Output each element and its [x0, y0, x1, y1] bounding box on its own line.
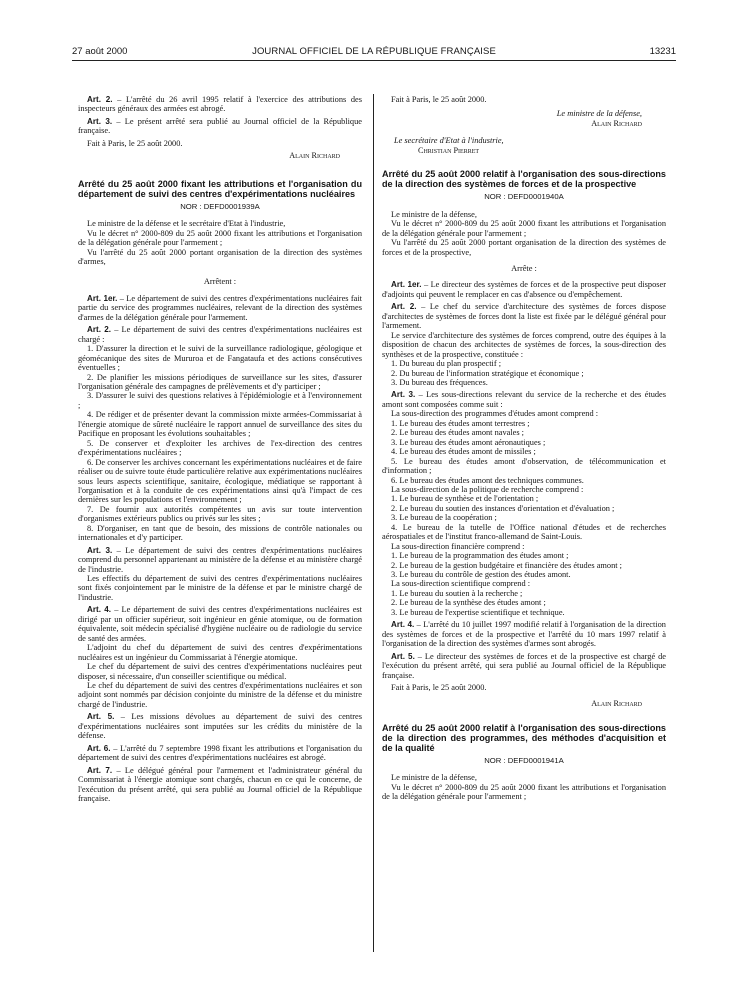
list-item: 3. Le bureau des études amont aéronautiques ; [391, 437, 546, 447]
fait-a-paris: Fait à Paris, le 25 août 2000. [391, 683, 487, 693]
right-column [382, 95, 666, 802]
page-header [72, 46, 676, 60]
signature: Alain Richard [289, 151, 340, 161]
list-item: 8. D'organiser, en tant que de besoin, des missions de contrôle nationales ou internationales et d'y participer. [78, 523, 362, 543]
list-item: 2. Du bureau de l'information stratégique et économique ; [391, 368, 584, 378]
decree-title: Arrêté du 25 août 2000 relatif à l'organisation des sous-directions de la direction des systèmes de forces et de la prospective [382, 169, 666, 190]
sub-direction-heading: La sous-direction financière comprend : [391, 541, 525, 551]
signature: Alain Richard [591, 699, 642, 709]
list-item: 3. Le bureau de l'expertise scientifique et technique. [391, 607, 565, 617]
list-item: 3. Du bureau des fréquences. [391, 377, 488, 387]
article: Art. 3. – Le présent arrêté sera publié au Journal officiel de la République française. [78, 116, 362, 136]
article: Art. 5. – Le directeur des systèmes de forces et de la prospective est chargé de l'exécution du présent arrêté, qui sera publié au Journal officiel de la République française. [382, 651, 666, 680]
list-item: 3. Le bureau du contrôle de gestion des études amont. [391, 570, 571, 580]
sub-direction-heading: La sous-direction de la politique de recherche comprend : [391, 484, 584, 494]
list-item: 4. Le bureau des études amont de missiles ; [391, 447, 536, 457]
paragraph: L'adjoint du chef du département de suivi des centres d'expérimentations nucléaires est un ingénieur du Commissariat à l'énergie atomique. [78, 643, 362, 662]
signatory-role: Le ministre de la défense, [556, 109, 642, 119]
signature: Alain Richard [591, 118, 642, 128]
decree-title: Arrêté du 25 août 2000 fixant les attributions et l'organisation du département de suivi des centres d'expérimentations nucléaires [78, 178, 362, 199]
list-item: 2. Le bureau de la gestion budgétaire et financière des études amont ; [391, 560, 622, 570]
arrete-heading: Arrête : [511, 263, 537, 273]
arretent-heading: Arrêtent : [203, 277, 237, 287]
list-item: 1. Du bureau du plan prospectif ; [391, 359, 502, 369]
list-item: 1. Le bureau de la programmation des études amont ; [391, 551, 569, 561]
journal-title: JOURNAL OFFICIEL DE LA RÉPUBLIQUE FRANÇAISE [252, 46, 496, 57]
article: Art. 4. – Le département de suivi des centres d'expérimentations nucléaires est dirigé par un officier supérieur, soit ingénieur en génie atomique, ou de formation équivalente, soit médecin spécialisé d'hygiène nucléaire ou de radiologie du service de santé des armées. [78, 605, 362, 643]
list-item: 1. D'assurer la direction et le suivi de la surveillance radiologique, géologique et géomécanique des sites de Mururoa et de Fangataufa et des actions consécutives éventuelles ; [78, 344, 362, 373]
list-item: 7. De fournir aux autorités compétentes un avis sur toute intervention d'organismes extérieurs publics ou privés sur les sites ; [78, 504, 362, 524]
signatory-role: Le secrétaire d'Etat à l'industrie, [394, 136, 504, 146]
nor-reference: NOR : DEFD0001940A [484, 192, 564, 202]
list-item: 2. De planifier les missions périodiques de surveillance sur les sites, d'assurer l'organisation générale des campagnes de prélèvements et d'y participer ; [78, 372, 362, 391]
page-number: 13231 [649, 46, 676, 57]
article: Art. 1er. – Le département de suivi des centres d'expérimentations nucléaires fait partie du service des programmes nucléaires, relevant de la direction des systèmes d'armes de la délégation générale pour l'armement. [78, 293, 362, 322]
preamble: Le ministre de la défense, [391, 209, 477, 219]
paragraph: Le chef du département de suivi des centres d'expérimentations nucléaires et son adjoint sont nommés par décision conjointe du ministre de la défense et du ministre chargé de l'industrie. [78, 681, 362, 709]
signature: Christian Pierret [418, 145, 480, 155]
preamble: Le ministre de la défense, [391, 773, 477, 783]
preamble: Vu l'arrêté du 25 août 2000 portant organisation de la direction des systèmes d'armes, [78, 247, 362, 266]
fait-a-paris: Fait à Paris, le 25 août 2000. [87, 138, 183, 148]
article: Art. 5. – Les missions dévolues au département de suivi des centres d'expérimentations nucléaires sont imputées sur les crédits du ministère de la défense. [78, 712, 362, 741]
header-rule [72, 60, 676, 61]
list-item: 1. Le bureau des études amont terrestres ; [391, 418, 530, 428]
sub-direction-heading: La sous-direction des programmes d'études amont comprend : [391, 409, 599, 419]
sub-direction-heading: La sous-direction scientifique comprend : [391, 579, 531, 589]
article: Art. 1er. – Le directeur des systèmes de forces et de la prospective peut disposer d'adjoints qui peuvent le remplacer en cas d'absence ou d'empêchement. [382, 280, 666, 299]
list-item: 4. Le bureau de la tutelle de l'Office national d'études et de recherches aérospatiales et de l'institut franco-allemand de Saint-Louis. [382, 522, 666, 542]
article: Art. 3. – Les sous-directions relevant du service de la recherche et des études amont sont composées comme suit : [382, 390, 666, 409]
list-item: 6. De conserver les archives concernant les expérimentations nucléaires et de faire réaliser ou de suivre toute étude particulière relative aux expérimentations nucléaires sous leurs aspects scientifique, sanitaire, écologique, médiatique se rapportant à l'organisation et à la conduite de ces expérimentations ainsi qu'à l'impact de ces dernières sur les populations et l'environnement ; [78, 457, 362, 505]
list-item: 2. Le bureau des études amont navales ; [391, 428, 524, 438]
list-item: 1. Le bureau de synthèse et de l'orientation ; [391, 494, 539, 504]
article: Art. 6. – L'arrêté du 7 septembre 1998 fixant les attributions et l'organisation du département de suivi des centres d'expérimentations nucléaires est abrogé. [78, 743, 362, 763]
list-item: 1. Le bureau du soutien à la recherche ; [391, 588, 523, 598]
list-item: 6. Le bureau des études amont des techniques communes. [391, 475, 584, 485]
preamble: Vu le décret n° 2000-809 du 25 août 2000 fixant les attributions et l'organisation de la délégation générale pour l'armement ; [382, 219, 666, 238]
preamble: Le ministre de la défense et le secrétaire d'Etat à l'industrie, [87, 219, 286, 229]
decree-title: Arrêté du 25 août 2000 relatif à l'organisation des sous-directions de la direction des programmes, des méthodes d'acquisition et de la qualité [382, 722, 666, 753]
preamble: Vu le décret n° 2000-809 du 25 août 2000 fixant les attributions et l'organisation de la délégation générale pour l'armement ; [78, 228, 362, 248]
paragraph: Les effectifs du département de suivi des centres d'expérimentations nucléaires sont fixés conjointement par le ministre de la défense et par le ministre chargé de l'industrie. [78, 574, 362, 602]
article: Art. 2. – Le chef du service d'architecture des systèmes de forces dispose d'architectes de systèmes de forces dont la liste est fixée par le délégué général pour l'armement. [382, 302, 666, 331]
nor-reference: NOR : DEFD0001941A [484, 755, 564, 765]
article: Art. 2. – L'arrêté du 26 avril 1995 relatif à l'exercice des attributions des inspecteurs généraux des armées est abrogé. [78, 95, 362, 114]
fait-a-paris: Fait à Paris, le 25 août 2000. [391, 95, 487, 104]
article: Art. 2. – Le département de suivi des centres d'expérimentations nucléaires est chargé : [78, 325, 362, 344]
nor-reference: NOR : DEFD0001939A [180, 201, 260, 211]
paragraph: Le chef du département de suivi des centres d'expérimentations nucléaires peut disposer, si nécessaire, d'un conseiller scientifique ou médical. [78, 662, 362, 681]
list-item: 3. Le bureau de la coopération ; [391, 513, 497, 523]
article: Art. 4. – L'arrêté du 10 juillet 1997 modifié relatif à l'organisation de la direction des systèmes de forces et de la prospective et l'arrêté du 10 mars 1997 relatif à l'organisation de la direction des systèmes d'armes sont abrogés. [382, 620, 666, 649]
list-item: 5. De conserver et d'exploiter les archives de l'ex-direction des centres d'expérimentations nucléaires ; [78, 438, 362, 458]
list-item: 3. D'assurer le suivi des questions relatives à l'épidémiologie et à l'environnement ; [78, 391, 362, 410]
article: Art. 7. – Le délégué général pour l'armement et l'administrateur général du Commissariat à l'énergie atomique sont chargés, chacun en ce qui le concerne, de l'exécution du présent arrêté, qui sera publié au Journal officiel de la République française. [78, 765, 362, 803]
article: Art. 3. – Le département de suivi des centres d'expérimentations nucléaires comprend du personnel appartenant au ministère de la défense et au ministère chargé de l'industrie. [78, 545, 362, 574]
left-column [78, 95, 362, 803]
list-item: 2. Le bureau de la synthèse des études amont ; [391, 598, 546, 608]
paragraph: Le service d'architecture des systèmes de forces comprend, outre des équipes à la disposition de chacun des architectes de systèmes de forces, la sous-direction des synthèses et de la prospective, constituée : [382, 330, 666, 359]
preamble: Vu le décret n° 2000-809 du 25 août 2000 fixant les attributions et l'organisation de la délégation générale pour l'armement ; [382, 782, 666, 802]
list-item: 4. De rédiger et de présenter devant la commission mixte armées-Commissariat à l'énergie atomique de sûreté nucléaire le rapport annuel de surveillance des sites du Pacifique en proposant les évolutions souhaitables ; [78, 410, 362, 439]
column-divider [373, 94, 374, 952]
preamble: Vu l'arrêté du 25 août 2000 portant organisation de la direction des systèmes de forces et de la prospective, [382, 238, 666, 257]
list-item: 5. Le bureau des études amont d'observation, de télécommunication et d'information ; [382, 456, 666, 476]
header-date: 27 août 2000 [72, 46, 128, 57]
list-item: 2. Le bureau du soutien des instances d'orientation et d'évaluation ; [391, 503, 615, 513]
